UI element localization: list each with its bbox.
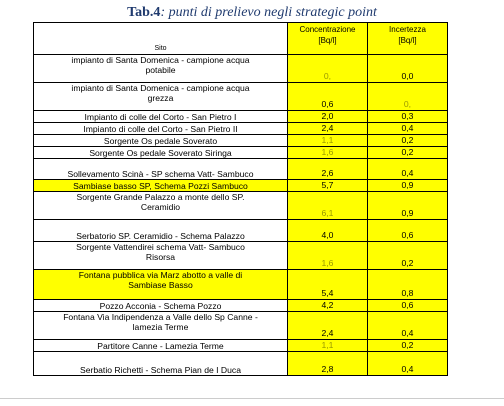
caption-prefix: Tab.4 [127,5,161,20]
concentration-cell: 5,4 [288,270,368,300]
uncertainty-cell: 0,2 [368,242,448,270]
table-row [34,180,448,192]
site-name-line: Sorgente Os pedale Soverato Siringa [89,148,232,158]
site-name-line: Sorgente Vattendirei schema Vatt- Sambuco [76,242,245,252]
site-name-line: Ceramidio [140,202,181,212]
site-cell [34,111,288,123]
table-row [34,192,448,220]
uncertainty-cell: 0,6 [368,300,448,312]
site-name-line: grezza [147,93,174,103]
site-cell [34,83,288,111]
uncertainty-cell: 0,4 [368,123,448,135]
uncertainty-unit: [Bq/l] [398,36,417,45]
table-row [34,312,448,340]
uncertainty-cell: 0,3 [368,111,448,123]
uncertainty-cell: 0,0 [368,55,448,83]
site-name-line: potabile [145,65,176,75]
uncertainty-cell: 0,8 [368,270,448,300]
table-row [34,242,448,270]
table-row [34,111,448,123]
page-divider [0,398,504,399]
uncertainty-cell: 0, [368,83,448,111]
table-row [34,270,448,300]
site-name-line: Sorgente Grande Palazzo a monte dello SP. [76,192,245,202]
site-cell [34,55,288,83]
site-name-line: Pozzo Acconia - Schema Pozzo [99,301,222,311]
data-table [33,22,448,376]
site-name-line: Impianto di colle del Corto - San Pietro II [83,124,238,134]
concentration-cell: 4,0 [288,220,368,242]
table-row [34,159,448,180]
concentration-cell: 2,6 [288,159,368,180]
site-name-line: Fontana pubblica via Marz abotto a valle di [78,270,243,280]
site-cell [34,192,288,220]
site-cell [34,312,288,340]
site-name-line: Sambiase Basso [128,280,193,290]
concentration-cell: 2,0 [288,111,368,123]
table-row [34,352,448,376]
site-cell [34,340,288,352]
site-name-line: Sollevamento Scinà - SP schema Vatt- Sambuco [67,169,254,179]
table-row [34,83,448,111]
caption-text: : punti di prelievo negli strategic point [160,5,377,20]
uncertainty-cell: 0,9 [368,180,448,192]
concentration-unit: [Bq/l] [318,36,337,45]
concentration-cell: 0, [288,55,368,83]
concentration-cell: 1,6 [288,242,368,270]
uncertainty-cell: 0,2 [368,147,448,159]
site-cell [34,300,288,312]
site-name-line: Partitore Canne - Lamezia Terme [97,341,224,351]
site-cell [34,147,288,159]
uncertainty-cell: 0,2 [368,135,448,147]
site-cell [34,220,288,242]
uncertainty-label: Incertezza [389,25,426,34]
concentration-cell: 1,1 [288,135,368,147]
header-row [34,23,448,55]
concentration-cell: 1,6 [288,147,368,159]
site-name-line: Sorgente Os pedale Soverato [103,136,218,146]
concentration-cell: 1,1 [288,340,368,352]
table-row [34,340,448,352]
uncertainty-cell: 0,6 [368,220,448,242]
site-name-line: Sambiase basso SP, Schema Pozzi Sambuco [73,181,248,191]
column-header-site: Sito [34,23,288,55]
table-row [34,135,448,147]
table-row [34,147,448,159]
site-name-line: lamezia Terme [132,322,189,332]
table-row [34,123,448,135]
column-header-uncertainty [368,23,448,55]
concentration-cell: 0,6 [288,83,368,111]
site-cell [34,159,288,180]
site-cell [34,242,288,270]
uncertainty-cell: 0,4 [368,352,448,376]
table-row [34,300,448,312]
concentration-cell: 4,2 [288,300,368,312]
uncertainty-cell: 0,4 [368,312,448,340]
concentration-cell: 2,8 [288,352,368,376]
site-cell [34,270,288,300]
site-name-line: Serbatorio SP. Ceramidio - Schema Palazzo [76,231,245,241]
site-name-line: Fontana Via Indipendenza a Valle dello Sp Canne - [63,312,258,322]
table-row [34,220,448,242]
uncertainty-cell: 0,2 [368,340,448,352]
site-name-line: impianto di Santa Domenica - campione acqua [71,55,250,65]
table-row [34,55,448,83]
site-cell [34,135,288,147]
site-name-line: impianto di Santa Domenica - campione acqua [71,83,250,93]
site-cell [34,123,288,135]
column-header-concentration [288,23,368,55]
site-cell [34,352,288,376]
site-name-line: Risorsa [145,252,176,262]
concentration-cell: 2,4 [288,123,368,135]
table-caption [0,4,504,22]
concentration-cell: 6,1 [288,192,368,220]
site-cell [34,180,288,192]
site-name-line: Impianto di colle del Corto - San Pietro I [84,112,237,122]
site-name-line: Serbatio Richetti - Schema Pian de I Duca [80,365,241,375]
concentration-label: Concentrazione [299,25,356,34]
uncertainty-cell: 0,4 [368,159,448,180]
concentration-cell: 5,7 [288,180,368,192]
concentration-cell: 2,4 [288,312,368,340]
uncertainty-cell: 0,9 [368,192,448,220]
